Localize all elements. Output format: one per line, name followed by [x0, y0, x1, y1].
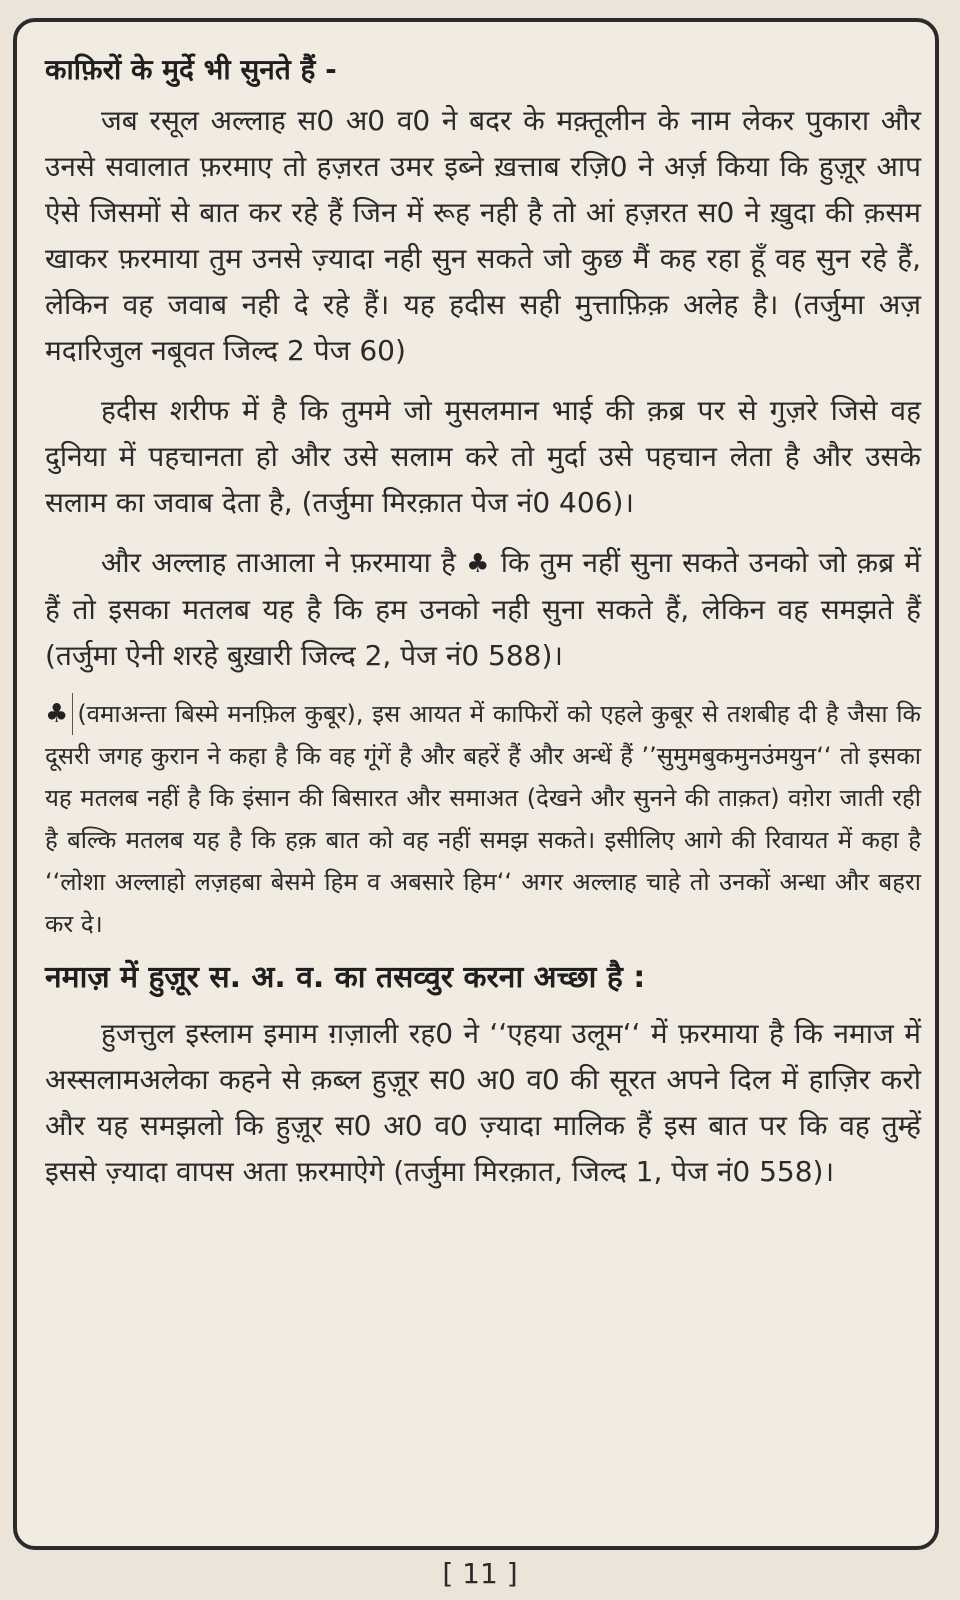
allah-para-after: कि तुम नहीं सुना सकते उनको जो क़ब्र में हैं तो इसका मतलब यह है कि हम उनको नही सुना सकते हैं, लेकिन वह समझते हैं (तर्जुमा ऐनी शरहे बुख़ारी जिल्द 2, पेज नं0 588)। — [45, 546, 921, 672]
section-heading-namaz: नमाज़ में हुज़ूर स. अ. व. का तसव्वुर करना अच्छा है : — [45, 960, 646, 995]
footnote-text: (वमाअन्ता बिस्मे मनफ़िल कुबूर), इस आयत में काफिरों को एहले कुबूर से तशबीह दी है जैसा कि दूसरी जगह कुरान ने कहा है कि वह गूंगें है और बहरें हैं और अन्धें हैं ’’सुमुमबुकमुनउंमयुन‘‘ तो इसका यह मतलब नहीं है कि इंसान की बिसारत और समाअत (देखने और सुनने की ताक़त) वग़ेरा जाती रही है बल्कि मतलब यह है कि हक़ बात को वह नहीं समझ सकते। इसीलिए आगे की रिवायत में कहा है ‘‘लोशा अल्लाहो लज़हबा बेसमे हिम व अबसारे हिम‘‘ अगर अल्लाह चाहे तो उनकों अन्धा और बहरा कर दे। — [45, 700, 921, 938]
club-icon: ♣ — [466, 549, 491, 579]
page-content — [45, 48, 921, 1209]
footnote-club-icon: ♣ — [45, 693, 73, 735]
paragraph-hadees-qabr: हदीस शरीफ में है कि तुममे जो मुसलमान भाई की क़ब्र पर से गुज़रे जिसे वह दुनिया में पहचानता हो और उसे सलाम करे तो मुर्दा उसे पहचान लेता है और उसके सलाम का जवाब देता है, (तर्जुमा मिरक़ात पेज नं0 406)। — [45, 394, 921, 519]
paragraph-badr: जब रसूल अल्लाह स0 अ0 व0 ने बदर के मक़्तूलीन के नाम लेकर पुकारा और उनसे सवालात फ़रमाए तो हज़रत उमर इब्ने ख़त्ताब रज़ि0 ने अर्ज़ किया कि हुज़ूर आप ऐसे जिसमों से बात कर रहे हैं जिन में रूह नही है तो आं हज़रत स0 ने ख़ुदा की क़सम खाकर फ़रमाया तुम उनसे ज़्यादा नही सुन सकते जो कुछ मैं कह रहा हूँ वह सुन रहे हैं, लेकिन वह जवाब नही दे रहे हैं। यह हदीस सही मुत्ताफ़िक़ अलेह है। (तर्जुमा अज़ मदारिजुल नबूवत जिल्द 2 पेज 60) — [45, 104, 921, 367]
paragraph-ghazali: हुजत्तुल इस्लाम इमाम ग़ज़ाली रह0 ने ‘‘एहया उलूम‘‘ में फ़रमाया है कि नमाज में अस्सलामअलेका कहने से क़ब्ल हुज़ूर स0 अ0 व0 की सूरत अपने दिल में हाज़िर करो और यह समझलो कि हुज़ूर स0 अ0 व0 ज़्यादा मालिक हैं इस बात पर कि वह तुम्हें इससे ज़्यादा वापस अता फ़रमाऐगे (तर्जुमा मिरक़ात, जिल्द 1, पेज नं0 558)। — [45, 1017, 921, 1188]
page-frame — [13, 18, 939, 1550]
footnote-paragraph — [45, 693, 921, 945]
page-number: [ 11 ] — [442, 1557, 518, 1590]
paragraph-allah-farmaya — [45, 540, 921, 679]
allah-para-before: और अल्लाह ताआला ने फ़रमाया है — [101, 546, 456, 579]
section-heading-kafiron: काफ़िरों के मुर्दे भी सुनते हैं - — [45, 53, 337, 86]
